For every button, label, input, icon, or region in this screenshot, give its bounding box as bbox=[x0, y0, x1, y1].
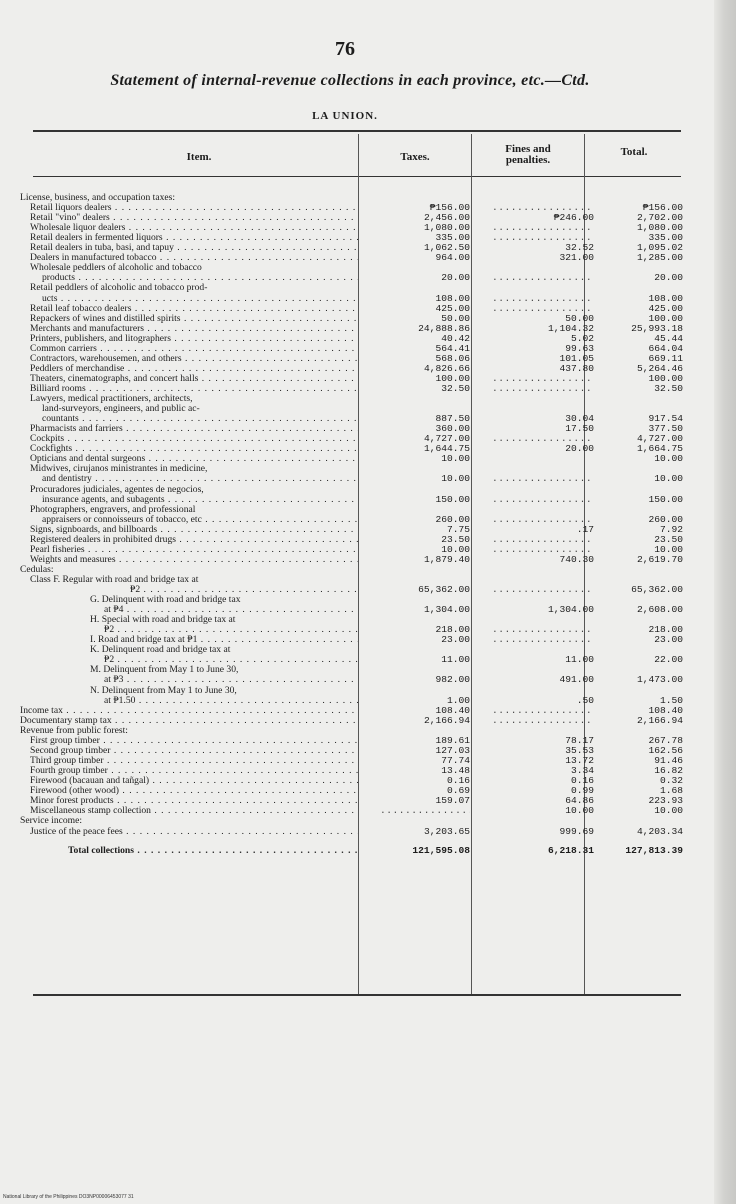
total-cell: 2,619.70 bbox=[636, 554, 683, 565]
total-cell: 7.92 bbox=[659, 524, 683, 535]
fines-cell: 0.99 bbox=[570, 785, 594, 796]
taxes-cell: 20.00 bbox=[441, 272, 470, 283]
total-cell: 2,166.94 bbox=[636, 715, 683, 726]
row-item-label: Wholesale liquor dealers . . . bbox=[20, 222, 358, 233]
row-item-label: Retail liquors dealers . . . bbox=[20, 202, 358, 213]
total-cell: 150.00 bbox=[648, 494, 683, 505]
taxes-cell: 260.00 bbox=[435, 514, 470, 525]
total-cell: 10.00 bbox=[654, 473, 683, 484]
taxes-cell: 23.50 bbox=[441, 534, 470, 545]
row-item-label: at ₱4 . . . bbox=[20, 604, 358, 615]
fines-cell: .50 bbox=[576, 695, 594, 706]
fines-cell: ₱246.00 bbox=[553, 212, 594, 223]
row-item-label: First group timber . . . bbox=[20, 735, 358, 746]
taxes-cell: 10.00 bbox=[441, 473, 470, 484]
total-cell: 335.00 bbox=[648, 232, 683, 243]
taxes-cell: 24,888.86 bbox=[418, 323, 470, 334]
row-item-label: Cockpits . . . bbox=[20, 433, 358, 444]
row-item-label: Documentary stamp tax . . . bbox=[20, 715, 358, 726]
taxes-cell: 335.00 bbox=[435, 232, 470, 243]
total-cell: 100.00 bbox=[648, 373, 683, 384]
row-item-label: Income tax . . . bbox=[20, 705, 358, 716]
total-cell: 91.46 bbox=[654, 755, 683, 766]
total-cell: 127,813.39 bbox=[625, 845, 683, 856]
taxes-cell: 887.50 bbox=[435, 413, 470, 424]
total-cell: 100.00 bbox=[648, 313, 683, 324]
total-cell: 108.40 bbox=[648, 705, 683, 716]
row-item-label: Pearl fisheries . . . bbox=[20, 544, 358, 555]
table-row bbox=[20, 845, 686, 856]
row-item-label: Theaters, cinematographs, and concert halls . . . bbox=[20, 373, 358, 384]
page-edge-shadow bbox=[714, 0, 736, 1204]
taxes-cell: 982.00 bbox=[435, 674, 470, 685]
total-cell: 20.00 bbox=[654, 272, 683, 283]
row-item-label: insurance agents, and subagents . . . bbox=[20, 494, 358, 505]
taxes-cell: 11.00 bbox=[441, 654, 470, 665]
row-item-label: Fourth group timber . . . bbox=[20, 765, 358, 776]
row-item-label: Second group timber . . . bbox=[20, 745, 358, 756]
total-cell: 1,664.75 bbox=[636, 443, 683, 454]
taxes-cell: 189.61 bbox=[435, 735, 470, 746]
taxes-cell: 964.00 bbox=[435, 252, 470, 263]
total-cell: 16.82 bbox=[654, 765, 683, 776]
fines-cell: 437.80 bbox=[559, 363, 594, 374]
row-item-label: Printers, publishers, and litographers . . . bbox=[20, 333, 358, 344]
taxes-cell: 218.00 bbox=[435, 624, 470, 635]
table-row bbox=[20, 826, 686, 837]
taxes-cell: 564.41 bbox=[435, 343, 470, 354]
table-top-rule bbox=[33, 130, 681, 132]
row-item-label: Cockfights . . . bbox=[20, 443, 358, 454]
row-item-label: ₱2 . . . bbox=[20, 584, 358, 595]
row-item-label: I. Road and bridge tax at ₱1 . . . bbox=[20, 634, 358, 645]
row-item-label: Revenue from public forest: bbox=[20, 725, 128, 736]
fines-cell: 1,104.32 bbox=[547, 323, 594, 334]
row-item-label: Third group timber . . . bbox=[20, 755, 358, 766]
fines-cell: 32.52 bbox=[565, 242, 594, 253]
total-cell: 22.00 bbox=[654, 654, 683, 665]
taxes-cell: 40.42 bbox=[441, 333, 470, 344]
row-item-label: H. Special with road and bridge tax at bbox=[90, 614, 236, 625]
taxes-cell: ₱156.00 bbox=[429, 202, 470, 213]
taxes-cell: 10.00 bbox=[441, 544, 470, 555]
table-row bbox=[20, 674, 686, 685]
taxes-cell: 2,456.00 bbox=[423, 212, 470, 223]
taxes-cell: 121,595.08 bbox=[412, 845, 470, 856]
row-item-label: Lawyers, medical practitioners, architects, bbox=[30, 393, 193, 404]
total-cell: 2,702.00 bbox=[636, 212, 683, 223]
row-item-label: Total collections . . . bbox=[20, 845, 358, 856]
total-cell: 917.54 bbox=[648, 413, 683, 424]
total-cell: 65,362.00 bbox=[631, 584, 683, 595]
header-item: Item. bbox=[186, 151, 212, 163]
total-cell: 377.50 bbox=[648, 423, 683, 434]
row-item-label: Miscellaneous stamp collection . . . bbox=[20, 805, 358, 816]
fines-cell: .17 bbox=[576, 524, 594, 535]
row-item-label: Retail "vino" dealers . . . bbox=[20, 212, 358, 223]
row-item-label: M. Delinquent from May 1 to June 30, bbox=[90, 664, 239, 675]
taxes-cell: 100.00 bbox=[435, 373, 470, 384]
total-cell: 25,993.18 bbox=[631, 323, 683, 334]
total-cell: 10.00 bbox=[654, 805, 683, 816]
row-item-label: Firewood (other wood) . . . bbox=[20, 785, 358, 796]
row-item-label: at ₱1.50 . . . bbox=[20, 695, 358, 706]
row-item-label: Retail dealers in fermented liquors . . . bbox=[20, 232, 358, 243]
table-row bbox=[20, 473, 686, 484]
taxes-cell: 0.16 bbox=[446, 775, 470, 786]
fines-cell: 6,218.31 bbox=[547, 845, 594, 856]
taxes-cell: 32.50 bbox=[441, 383, 470, 394]
row-item-label: Retail leaf tobacco dealers . . . bbox=[20, 303, 358, 314]
fines-cell: 99.63 bbox=[565, 343, 594, 354]
taxes-cell: 159.07 bbox=[435, 795, 470, 806]
row-item-label: Retail dealers in tuba, basi, and tapuy . . . bbox=[20, 242, 358, 253]
taxes-cell: 77.74 bbox=[441, 755, 470, 766]
taxes-cell: 2,166.94 bbox=[423, 715, 470, 726]
page-title: Statement of internal-revenue collections in each province, etc.—Ctd. bbox=[110, 72, 590, 89]
row-item-label: Billiard rooms . . . bbox=[20, 383, 358, 394]
total-cell: 1,080.00 bbox=[636, 222, 683, 233]
row-item-label: Midwives, cirujanos ministrantes in medicine, bbox=[30, 463, 208, 474]
taxes-cell: 568.06 bbox=[435, 353, 470, 364]
total-cell: 108.00 bbox=[648, 293, 683, 304]
total-cell: 1.50 bbox=[659, 695, 683, 706]
total-cell: 32.50 bbox=[654, 383, 683, 394]
total-cell: 162.56 bbox=[648, 745, 683, 756]
row-item-label: License, business, and occupation taxes: bbox=[20, 192, 176, 203]
fines-cell: 20.00 bbox=[565, 443, 594, 454]
row-item-label: Photographers, engravers, and professional bbox=[30, 504, 196, 515]
taxes-cell: 108.00 bbox=[435, 293, 470, 304]
row-item-label: ₱2 . . . bbox=[20, 654, 358, 665]
page-number: 76 bbox=[335, 38, 355, 60]
row-item-label: appraisers or connoisseurs of tobacco, etc . . . bbox=[20, 514, 358, 525]
row-item-label: Weights and measures . . . bbox=[20, 554, 358, 565]
total-cell: 1,095.02 bbox=[636, 242, 683, 253]
row-item-label: Repackers of wines and distilled spirits . . . bbox=[20, 313, 358, 324]
row-item-label: land-surveyors, engineers, and public ac- bbox=[42, 403, 200, 414]
row-item-label: N. Delinquent from May 1 to June 30, bbox=[90, 685, 237, 696]
taxes-cell: 10.00 bbox=[441, 453, 470, 464]
total-cell: 2,608.00 bbox=[636, 604, 683, 615]
row-item-label: Procuradores judiciales, agentes de negocios, bbox=[30, 484, 204, 495]
total-cell: 23.00 bbox=[654, 634, 683, 645]
taxes-cell: 108.40 bbox=[435, 705, 470, 716]
header-fines-penalties: Fines and penalties. bbox=[505, 143, 551, 166]
total-cell: 0.32 bbox=[659, 775, 683, 786]
total-cell: 4,727.00 bbox=[636, 433, 683, 444]
taxes-cell: 4,727.00 bbox=[423, 433, 470, 444]
footer-credit: National Library of the Philippines DO3NP00006453077 31 bbox=[3, 1194, 134, 1200]
total-cell: 4,203.34 bbox=[636, 826, 683, 837]
table-row bbox=[20, 815, 686, 826]
row-item-label: Wholesale peddlers of alcoholic and tobacco bbox=[30, 262, 202, 273]
taxes-cell: 1,304.00 bbox=[423, 604, 470, 615]
row-item-label: Registered dealers in prohibited drugs . . . bbox=[20, 534, 358, 545]
row-item-label: Pharmacists and farriers . . . bbox=[20, 423, 358, 434]
fines-cell: 30.04 bbox=[565, 413, 594, 424]
row-item-label: Peddlers of merchandise . . . bbox=[20, 363, 358, 374]
taxes-cell: 150.00 bbox=[435, 494, 470, 505]
taxes-cell: 23.00 bbox=[441, 634, 470, 645]
row-item-label: K. Delinquent road and bridge tax at bbox=[90, 644, 231, 655]
header-total: Total. bbox=[620, 146, 648, 158]
fines-cell: 11.00 bbox=[565, 654, 594, 665]
row-item-label: Dealers in manufactured tobacco . . . bbox=[20, 252, 358, 263]
taxes-cell: 360.00 bbox=[435, 423, 470, 434]
row-item-label: Signs, signboards, and billboards . . . bbox=[20, 524, 358, 535]
fines-cell: 5.02 bbox=[570, 333, 594, 344]
row-item-label: Retail peddlers of alcoholic and tobacco prod- bbox=[30, 282, 208, 293]
row-item-label: Common carriers . . . bbox=[20, 343, 358, 354]
total-cell: 10.00 bbox=[654, 544, 683, 555]
taxes-cell: 1,080.00 bbox=[423, 222, 470, 233]
row-item-label: Class F. Regular with road and bridge tax at bbox=[30, 574, 199, 585]
total-cell: 260.00 bbox=[648, 514, 683, 525]
total-cell: 267.78 bbox=[648, 735, 683, 746]
taxes-cell: 13.48 bbox=[441, 765, 470, 776]
row-item-label: countants . . . bbox=[20, 413, 358, 424]
taxes-cell: 3,203.65 bbox=[423, 826, 470, 837]
total-cell: 5,264.46 bbox=[636, 363, 683, 374]
row-item-label: at ₱3 . . . bbox=[20, 674, 358, 685]
row-item-label: Merchants and manufacturers . . . bbox=[20, 323, 358, 334]
row-item-label: G. Delinquent with road and bridge tax bbox=[90, 594, 241, 605]
taxes-cell: 50.00 bbox=[441, 313, 470, 324]
row-item-label: and dentistry . . . bbox=[20, 473, 358, 484]
row-item-label: ₱2 . . . bbox=[20, 624, 358, 635]
fines-cell: 50.00 bbox=[565, 313, 594, 324]
taxes-cell: 1,879.40 bbox=[423, 554, 470, 565]
taxes-cell: 4,826.66 bbox=[423, 363, 470, 374]
fines-cell: 3.34 bbox=[570, 765, 594, 776]
table-bottom-rule bbox=[33, 994, 681, 996]
row-item-label: Opticians and dental surgeons . . . bbox=[20, 453, 358, 464]
total-cell: 1,285.00 bbox=[636, 252, 683, 263]
total-cell: 1.68 bbox=[659, 785, 683, 796]
row-item-label: ucts . . . bbox=[20, 293, 358, 304]
fines-cell: 999.69 bbox=[559, 826, 594, 837]
row-item-label: Firewood (bacauan and tañgal) . . . bbox=[20, 775, 358, 786]
total-cell: 218.00 bbox=[648, 624, 683, 635]
fines-cell: 0.16 bbox=[570, 775, 594, 786]
row-item-label: Justice of the peace fees . . . bbox=[20, 826, 358, 837]
fines-cell: 321.00 bbox=[559, 252, 594, 263]
fines-cell: 101.05 bbox=[559, 353, 594, 364]
fines-cell bbox=[492, 473, 594, 484]
fines-cell: 17.50 bbox=[565, 423, 594, 434]
taxes-cell: 0.69 bbox=[446, 785, 470, 796]
taxes-cell: 1,062.50 bbox=[423, 242, 470, 253]
row-item-label: Service income: bbox=[20, 815, 83, 826]
total-cell: 10.00 bbox=[654, 453, 683, 464]
taxes-cell: 425.00 bbox=[435, 303, 470, 314]
fines-cell: 1,304.00 bbox=[547, 604, 594, 615]
header-taxes: Taxes. bbox=[400, 151, 430, 163]
total-cell: 1,473.00 bbox=[636, 674, 683, 685]
row-item-label: Contractors, warehousemen, and others . . . bbox=[20, 353, 358, 364]
total-cell: 669.11 bbox=[648, 353, 683, 364]
fines-cell: 491.00 bbox=[559, 674, 594, 685]
row-item-label: Cedulas: bbox=[20, 564, 54, 575]
row-item-label: products . . . bbox=[20, 272, 358, 283]
fines-cell: 740.30 bbox=[559, 554, 594, 565]
taxes-cell: 1.00 bbox=[446, 695, 470, 706]
total-cell: 664.04 bbox=[648, 343, 683, 354]
total-cell: 23.50 bbox=[654, 534, 683, 545]
fines-cell: 35.53 bbox=[565, 745, 594, 756]
taxes-cell: 127.03 bbox=[435, 745, 470, 756]
total-cell: 223.93 bbox=[648, 795, 683, 806]
total-cell: 45.44 bbox=[654, 333, 683, 344]
fines-cell: 64.86 bbox=[565, 795, 594, 806]
taxes-cell: 65,362.00 bbox=[418, 584, 470, 595]
taxes-cell: 7.75 bbox=[446, 524, 470, 535]
row-item-label: Minor forest products . . . bbox=[20, 795, 358, 806]
table-row bbox=[20, 282, 686, 293]
fines-cell: 13.72 bbox=[565, 755, 594, 766]
fines-cell: 78.17 bbox=[565, 735, 594, 746]
total-cell: 425.00 bbox=[648, 303, 683, 314]
total-cell: ₱156.00 bbox=[642, 202, 683, 213]
taxes-cell: 1,644.75 bbox=[423, 443, 470, 454]
province-subtitle: LA UNION. bbox=[312, 110, 378, 122]
fines-cell: 10.00 bbox=[565, 805, 594, 816]
